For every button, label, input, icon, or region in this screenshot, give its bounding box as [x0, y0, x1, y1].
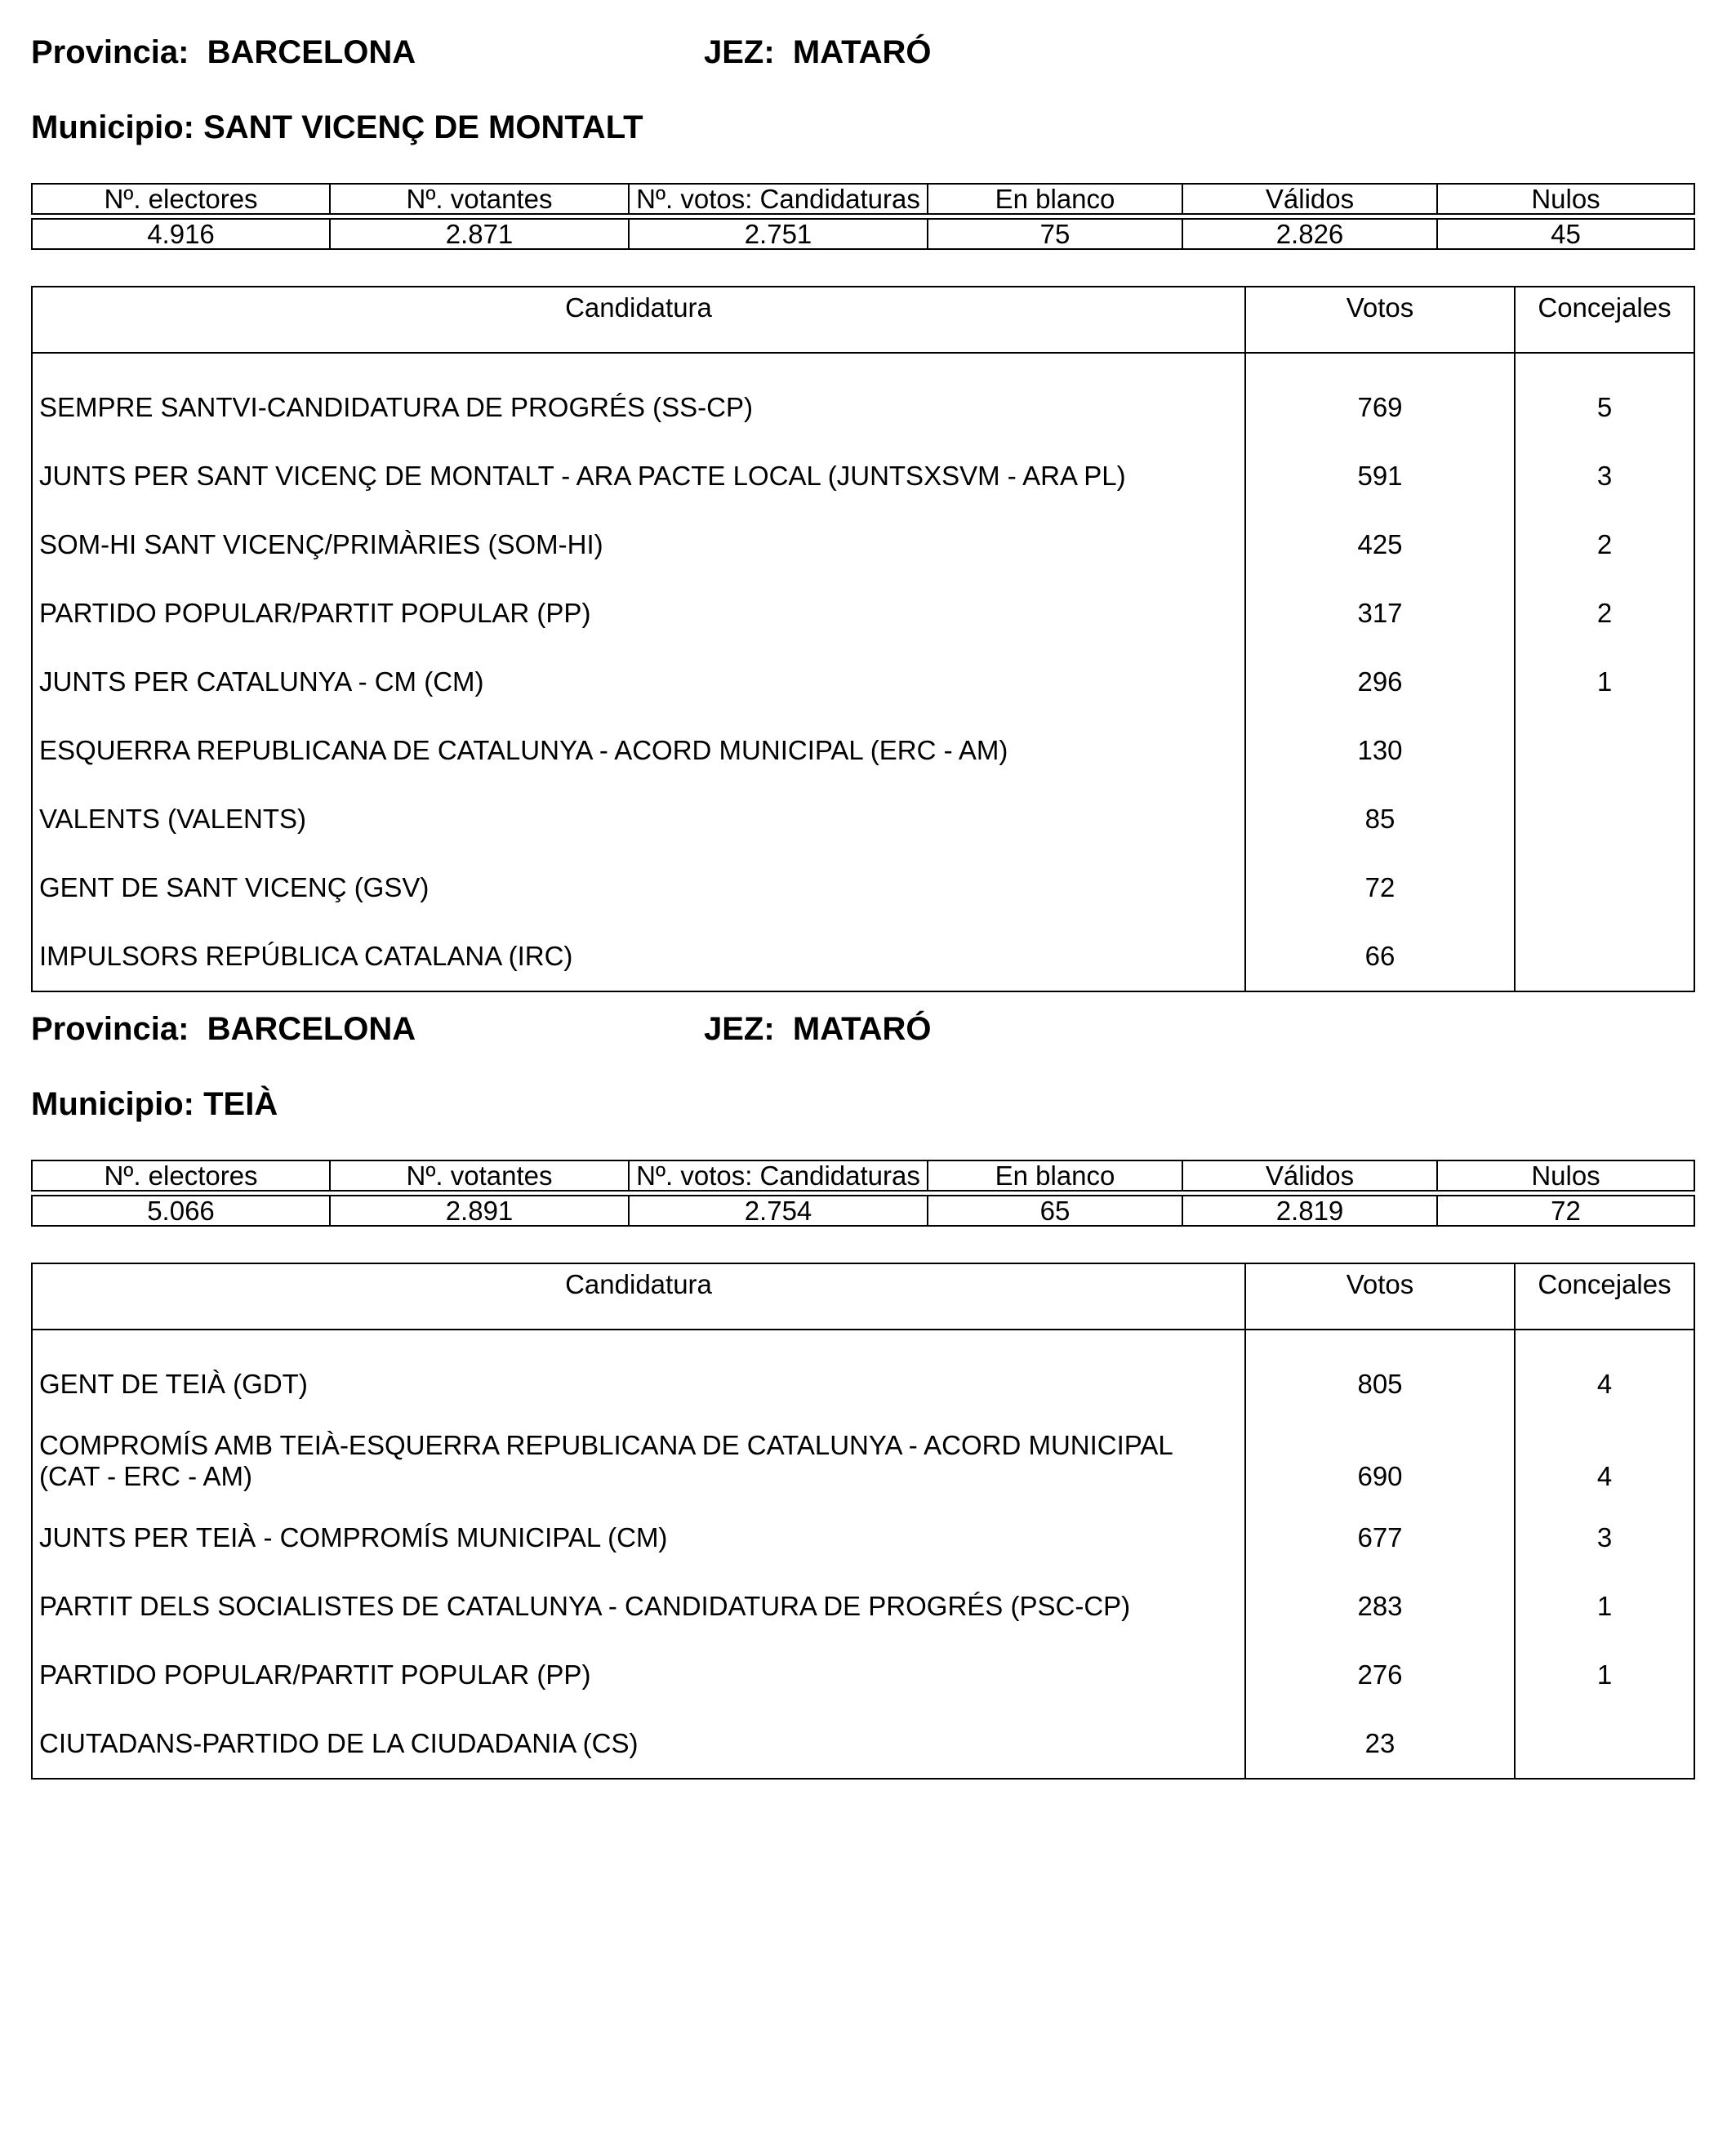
stats-header-votos-candidaturas: Nº. votos: Candidaturas: [629, 1160, 928, 1191]
candidatura-name: ESQUERRA REPUBLICANA DE CATALUNYA - ACORD MUNICIPAL (ERC - AM): [32, 716, 1245, 785]
candidatura-name: SEMPRE SANTVI-CANDIDATURA DE PROGRÉS (SS-CP): [32, 373, 1245, 442]
candidatura-concejales: 1: [1515, 648, 1694, 716]
header-candidatura: Candidatura: [32, 1263, 1245, 1330]
candidatura-votos: 425: [1245, 510, 1515, 579]
candidaturas-header-row: [32, 1263, 1694, 1330]
stats-table: [31, 183, 1695, 250]
candidatura-concejales: 3: [1515, 442, 1694, 510]
table-spacer: [32, 353, 1694, 373]
provincia-label: Provincia:: [31, 34, 189, 70]
candidaturas-table: [31, 286, 1695, 992]
candidatura-name: PARTIDO POPULAR/PARTIT POPULAR (PP): [32, 579, 1245, 648]
municipio-heading: [31, 1081, 1694, 1130]
stats-header-votos-candidaturas: Nº. votos: Candidaturas: [629, 184, 928, 214]
province-header: [31, 1006, 1694, 1055]
stats-header-nulos: Nulos: [1437, 184, 1694, 214]
stats-value-votantes: 2.871: [330, 219, 629, 249]
stats-header-row: [32, 1160, 1694, 1191]
stats-value-nulos: 72: [1437, 1196, 1694, 1226]
stats-header-votantes: Nº. votantes: [330, 1160, 629, 1191]
municipality-section: [31, 29, 1694, 992]
municipio-heading: [31, 105, 1694, 154]
municipio-label: Municipio:: [31, 109, 194, 145]
stats-header-en-blanco: En blanco: [928, 1160, 1182, 1191]
candidaturas-table: [31, 1263, 1695, 1780]
table-row: [32, 785, 1694, 853]
candidatura-votos: 296: [1245, 648, 1515, 716]
candidatura-votos: 23: [1245, 1709, 1515, 1779]
candidatura-name: PARTIDO POPULAR/PARTIT POPULAR (PP): [32, 1641, 1245, 1709]
jez-heading: [704, 1006, 932, 1052]
candidatura-votos: 677: [1245, 1503, 1515, 1572]
stats-table: [31, 1160, 1695, 1227]
candidatura-name: [32, 1419, 1245, 1503]
candidatura-name: GENT DE SANT VICENÇ (GSV): [32, 853, 1245, 922]
candidatura-concejales: 2: [1515, 579, 1694, 648]
candidatura-concejales: [1515, 1709, 1694, 1779]
stats-header-en-blanco: En blanco: [928, 184, 1182, 214]
candidatura-concejales: [1515, 716, 1694, 785]
candidatura-votos: 591: [1245, 442, 1515, 510]
table-row: [32, 648, 1694, 716]
table-row: [32, 373, 1694, 442]
candidatura-concejales: [1515, 785, 1694, 853]
stats-header-validos: Válidos: [1182, 184, 1437, 214]
stats-value-row: [32, 1196, 1694, 1226]
candidatura-concejales: [1515, 853, 1694, 922]
stats-value-row: [32, 219, 1694, 249]
candidatura-votos: 769: [1245, 373, 1515, 442]
candidatura-votos: 276: [1245, 1641, 1515, 1709]
candidatura-name: JUNTS PER CATALUNYA - CM (CM): [32, 648, 1245, 716]
table-row: [32, 716, 1694, 785]
candidatura-votos: 130: [1245, 716, 1515, 785]
candidatura-concejales: 4: [1515, 1419, 1694, 1503]
candidatura-concejales: 3: [1515, 1503, 1694, 1572]
candidatura-votos: 805: [1245, 1350, 1515, 1419]
stats-value-electores: 4.916: [32, 219, 330, 249]
stats-value-votantes: 2.891: [330, 1196, 629, 1226]
header-votos: Votos: [1245, 287, 1515, 353]
candidatura-name: CIUTADANS-PARTIDO DE LA CIUDADANIA (CS): [32, 1709, 1245, 1779]
municipio-value: TEIÀ: [203, 1086, 278, 1122]
candidatura-name: JUNTS PER TEIÀ - COMPROMÍS MUNICIPAL (CM): [32, 1503, 1245, 1572]
candidatura-name: GENT DE TEIÀ (GDT): [32, 1350, 1245, 1419]
candidatura-votos: 85: [1245, 785, 1515, 853]
stats-value-votos-candidaturas: 2.751: [629, 219, 928, 249]
stats-value-en-blanco: 75: [928, 219, 1182, 249]
table-row: [32, 1641, 1694, 1709]
header-votos: Votos: [1245, 1263, 1515, 1330]
table-row: [32, 1572, 1694, 1641]
table-row: [32, 510, 1694, 579]
candidatura-name-line2: (CAT - ERC - AM): [39, 1461, 252, 1491]
candidatura-votos: 317: [1245, 579, 1515, 648]
stats-value-electores: 5.066: [32, 1196, 330, 1226]
stats-header-electores: Nº. electores: [32, 1160, 330, 1191]
table-spacer: [32, 1330, 1694, 1350]
table-row: [32, 442, 1694, 510]
stats-header-row: [32, 184, 1694, 214]
candidatura-votos: 72: [1245, 853, 1515, 922]
table-row: [32, 853, 1694, 922]
candidatura-name-line1: COMPROMÍS AMB TEIÀ-ESQUERRA REPUBLICANA DE CATALUNYA - ACORD MUNICIPAL: [39, 1430, 1173, 1460]
table-row: [32, 1419, 1694, 1503]
candidatura-votos: 283: [1245, 1572, 1515, 1641]
municipio-label: Municipio:: [31, 1086, 194, 1122]
province-header: [31, 29, 1694, 78]
candidatura-name: JUNTS PER SANT VICENÇ DE MONTALT - ARA PACTE LOCAL (JUNTSXSVM - ARA PL): [32, 442, 1245, 510]
table-row: [32, 1350, 1694, 1419]
jez-label: JEZ:: [704, 34, 775, 70]
candidaturas-header-row: [32, 287, 1694, 353]
stats-header-electores: Nº. electores: [32, 184, 330, 214]
stats-header-validos: Válidos: [1182, 1160, 1437, 1191]
table-row: [32, 1709, 1694, 1779]
provincia-heading: [31, 29, 416, 75]
candidatura-name: PARTIT DELS SOCIALISTES DE CATALUNYA - CANDIDATURA DE PROGRÉS (PSC-CP): [32, 1572, 1245, 1641]
municipality-section: [31, 1006, 1694, 1780]
header-candidatura: Candidatura: [32, 287, 1245, 353]
header-concejales: Concejales: [1515, 287, 1694, 353]
stats-value-nulos: 45: [1437, 219, 1694, 249]
stats-value-validos: 2.826: [1182, 219, 1437, 249]
jez-heading: [704, 29, 932, 75]
candidatura-concejales: 2: [1515, 510, 1694, 579]
jez-value: MATARÓ: [792, 34, 932, 70]
provincia-value: BARCELONA: [207, 1011, 416, 1047]
candidatura-concejales: 4: [1515, 1350, 1694, 1419]
provincia-label: Provincia:: [31, 1011, 189, 1047]
candidatura-votos: 690: [1245, 1419, 1515, 1503]
stats-header-nulos: Nulos: [1437, 1160, 1694, 1191]
provincia-value: BARCELONA: [207, 34, 416, 70]
candidatura-name: VALENTS (VALENTS): [32, 785, 1245, 853]
stats-value-validos: 2.819: [1182, 1196, 1437, 1226]
table-row: [32, 579, 1694, 648]
candidatura-name: SOM-HI SANT VICENÇ/PRIMÀRIES (SOM-HI): [32, 510, 1245, 579]
candidatura-concejales: 1: [1515, 1641, 1694, 1709]
municipio-value: SANT VICENÇ DE MONTALT: [203, 109, 643, 145]
header-concejales: Concejales: [1515, 1263, 1694, 1330]
stats-header-votantes: Nº. votantes: [330, 184, 629, 214]
candidatura-concejales: [1515, 922, 1694, 991]
table-row: [32, 1503, 1694, 1572]
jez-label: JEZ:: [704, 1011, 775, 1047]
candidatura-concejales: 1: [1515, 1572, 1694, 1641]
candidatura-concejales: 5: [1515, 373, 1694, 442]
candidatura-votos: 66: [1245, 922, 1515, 991]
stats-value-en-blanco: 65: [928, 1196, 1182, 1226]
provincia-heading: [31, 1006, 416, 1052]
candidatura-name: IMPULSORS REPÚBLICA CATALANA (IRC): [32, 922, 1245, 991]
stats-value-votos-candidaturas: 2.754: [629, 1196, 928, 1226]
table-row: [32, 922, 1694, 991]
jez-value: MATARÓ: [792, 1011, 932, 1047]
